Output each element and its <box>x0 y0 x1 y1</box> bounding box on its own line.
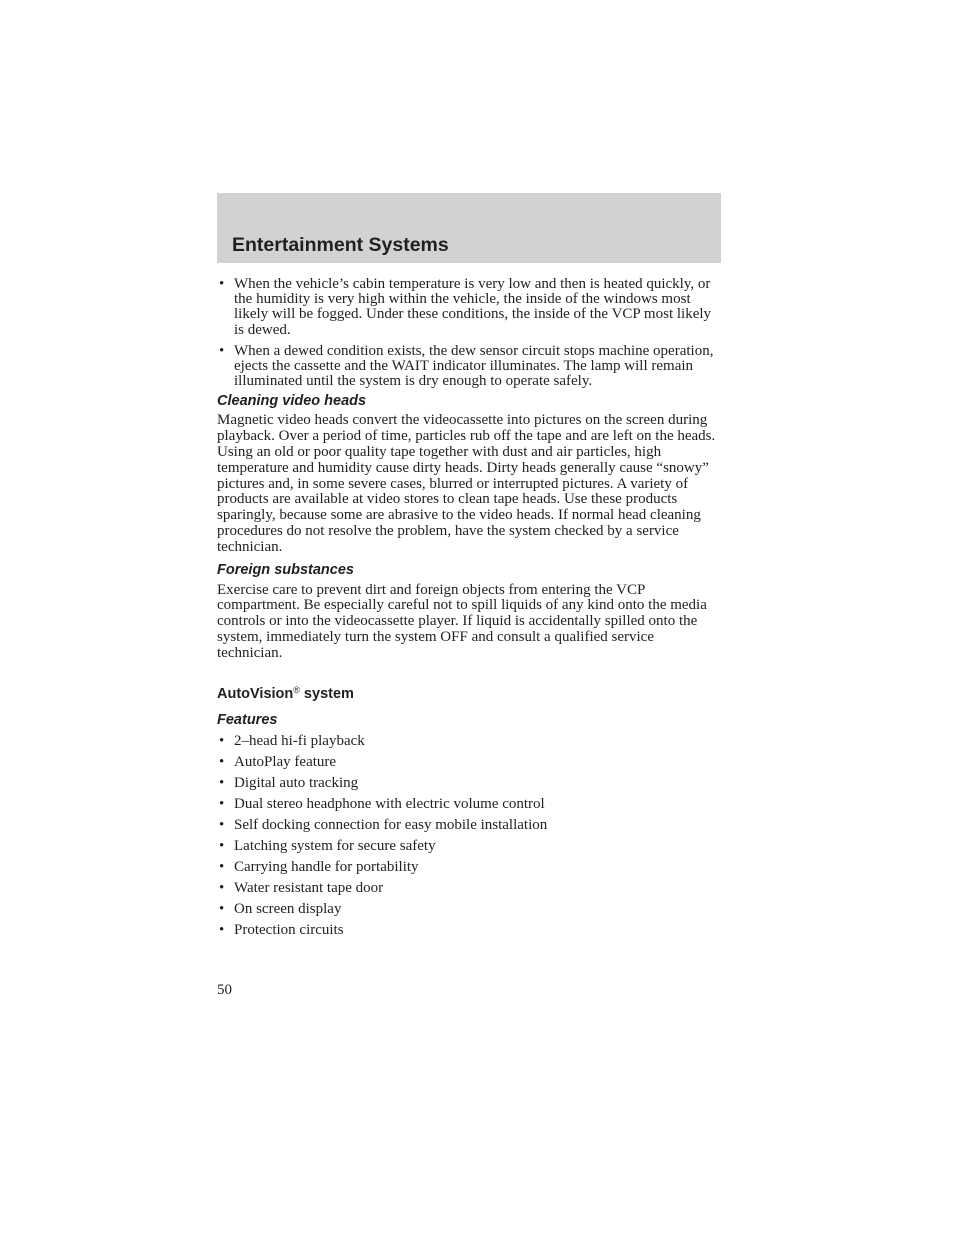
bullet-icon: • <box>219 879 225 896</box>
list-item-text: AutoPlay feature <box>234 753 337 770</box>
list-item <box>217 878 723 899</box>
bullet-icon: • <box>219 342 225 359</box>
list-item <box>217 773 723 794</box>
list-item <box>217 857 723 878</box>
features-list <box>217 731 723 941</box>
list-item <box>217 794 723 815</box>
bullet-icon: • <box>219 732 225 749</box>
bullet-icon: • <box>219 795 225 812</box>
cleaning-heading: Cleaning video heads <box>217 393 367 410</box>
list-item-text: Water resistant tape door <box>234 879 384 896</box>
bullet-icon: • <box>219 900 225 917</box>
list-item-text: Carrying handle for portability <box>234 858 419 875</box>
foreign-substances-heading: Foreign substances <box>217 561 354 578</box>
list-item <box>217 731 723 752</box>
autovision-suffix: system <box>299 685 354 702</box>
list-item <box>217 899 723 920</box>
dew-conditions-list <box>217 277 723 389</box>
list-item-text: 2–head hi-fi playback <box>234 732 365 749</box>
bullet-icon: • <box>219 774 225 791</box>
list-item <box>217 344 723 390</box>
section-header-band <box>217 193 721 263</box>
list-item-text: Protection circuits <box>234 921 344 938</box>
list-item <box>217 277 723 338</box>
list-item <box>217 815 723 836</box>
list-item-text: When a dewed condition exists, the dew sensor circuit stops machine operation, ejects the cassette and the WAIT indicator illuminates. The lamp will remain illuminated until the system is dry enough to operate safely. <box>234 342 714 390</box>
list-item-text: When the vehicle’s cabin temperature is very low and then is heated quickly, or the humidity is very high within the vehicle, the inside of the windows most likely will be fogged. Under these conditions, the inside of the VCP most likely is dewed. <box>234 276 712 338</box>
list-item-text: Latching system for secure safety <box>234 837 436 854</box>
list-item-text: On screen display <box>234 900 342 917</box>
autovision-name: AutoVision <box>217 685 294 702</box>
page-number: 50 <box>217 982 232 998</box>
cleaning-paragraph: Magnetic video heads convert the videocassette into pictures on the screen during playback. Over a period of time, particles rub off the tape and are left on the heads. Using an old or poor quality tape together with dust and air particles, high temperature and humidity cause dirty heads. Dirty heads generally cause “snowy” pictures and, in some severe cases, blurred or interrupted pictures. A variety of products are available at video stores to clean tape heads. Use these products sparingly, because some are abrasive to the video heads. If normal head cleaning procedures do not resolve the problem, have the system checked by a service technician. <box>217 412 716 555</box>
list-item-text: Dual stereo headphone with electric volume control <box>234 795 545 812</box>
autovision-heading <box>217 681 723 703</box>
bullet-icon: • <box>219 837 225 854</box>
registered-mark: ® <box>293 684 300 695</box>
bullet-icon: • <box>219 753 225 770</box>
bullet-icon: • <box>219 276 225 292</box>
list-item <box>217 752 723 773</box>
list-item-text: Digital auto tracking <box>234 774 359 791</box>
bullet-icon: • <box>219 816 225 833</box>
bullet-icon: • <box>219 858 225 875</box>
bullet-icon: • <box>219 921 225 938</box>
list-item <box>217 836 723 857</box>
list-item <box>217 920 723 941</box>
list-item-text: Self docking connection for easy mobile installation <box>234 816 548 833</box>
section-title: Entertainment Systems <box>232 234 449 256</box>
features-heading: Features <box>217 711 278 728</box>
page-content <box>217 277 723 941</box>
foreign-substances-paragraph: Exercise care to prevent dirt and foreign objects from entering the VCP compartment. Be especially careful not to spill liquids of any kind onto the media controls or into the videocassette player. If liquid is accidentally spilled onto the system, immediately turn the system OFF and consult a qualified service technician. <box>217 581 707 661</box>
